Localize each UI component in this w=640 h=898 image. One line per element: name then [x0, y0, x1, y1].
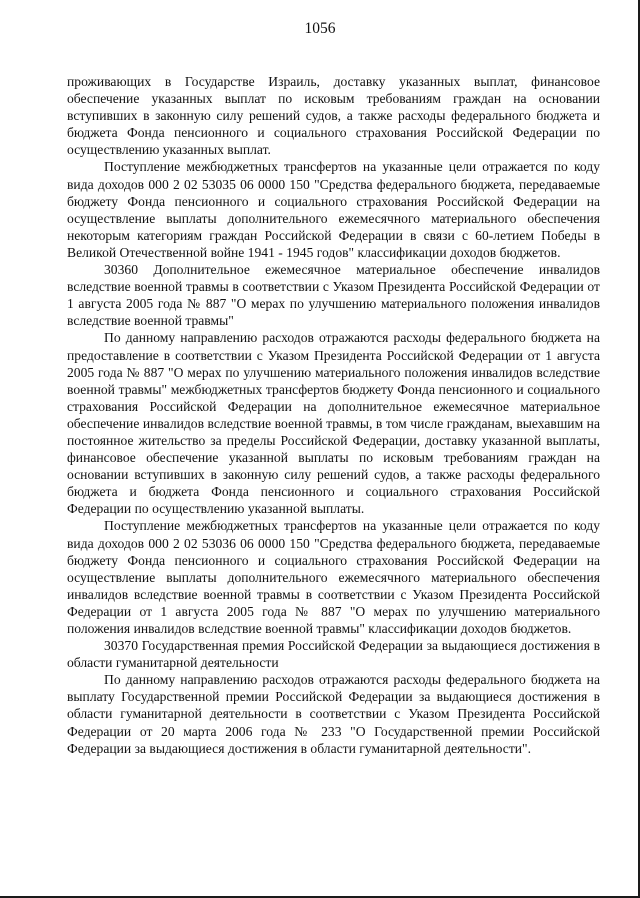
- paragraph-expenses-30360: По данному направлению расходов отражаются расходы федерального бюджета на предоставление в соответствии с Указом Президента Российской Федерации от 1 августа 2005 года № 887 "О мерах по улучшению материального положения инвалидов вследствие военной травмы" межбюджетных трансфертов бюджету Фонда пенсионного и социального страхования Российской Федерации на дополнительное ежемесячное материальное обеспечение инвалидов вследствие военной травмы, в том числе гражданам, выехавшим на постоянное жительство за пределы Российской Федерации, доставку указанной выплаты, финансовое обеспечение указанной выплаты по исковым требованиям граждан на основании вступивших в законную силу решений судов, а также расходы федерального бюджета и бюджета Фонда пенсионного и социального страхования Российской Федерации по осуществлению указанной выплаты.: [67, 330, 600, 517]
- paragraph-continuation: проживающих в Государстве Израиль, доставку указанных выплат, финансовое обеспечение указанных выплат по исковым требованиям граждан на основании вступивших в законную силу решений судов, а также расходы федерального бюджета и бюджета Фонда пенсионного и социального страхования Российской Федерации по осуществлению указанных выплат.: [67, 74, 600, 158]
- section-heading-30360: 30360 Дополнительное ежемесячное материальное обеспечение инвалидов вследствие военной травмы в соответствии с Указом Президента Российской Федерации от 1 августа 2005 года № 887 "О мерах по улучшению материального положения инвалидов вследствие военной травмы": [67, 262, 600, 329]
- paragraph-income-code-53035: Поступление межбюджетных трансфертов на указанные цели отражается по коду вида доходов 000 2 02 53035 06 0000 150 "Средства федерального бюджета, передаваемые бюджету Фонда пенсионного и социального страхования Российской Федерации на осуществление выплаты дополнительного ежемесячного материального обеспечения некоторым категориям граждан Российской Федерации в связи с 60-летием Победы в Великой Отечественной войне 1941 - 1945 годов" классификации доходов бюджетов.: [67, 159, 600, 260]
- page-number: 1056: [304, 20, 336, 37]
- document-body: [67, 73, 600, 757]
- paragraph-expenses-30370: По данному направлению расходов отражаются расходы федерального бюджета на выплату Государственной премии Российской Федерации за выдающиеся достижения в области гуманитарной деятельности в соответствии с Указом Президента Российской Федерации от 20 марта 2006 года № 233 "О Государственной премии Российской Федерации за выдающиеся достижения в области гуманитарной деятельности".: [67, 672, 600, 756]
- section-heading-30370: 30370 Государственная премия Российской Федерации за выдающиеся достижения в области гуманитарной деятельности: [67, 638, 600, 671]
- paragraph-income-code-53036: Поступление межбюджетных трансфертов на указанные цели отражается по коду вида доходов 000 2 02 53036 06 0000 150 "Средства федерального бюджета, передаваемые бюджету Фонда пенсионного и социального страхования Российской Федерации на осуществление выплаты дополнительного ежемесячного материального обеспечения инвалидов вследствие военной травмы в соответствии с Указом Президента Российской Федерации от 1 августа 2005 года № 887 "О мерах по улучшению материального положения инвалидов вследствие военной травмы" классификации доходов бюджетов.: [67, 518, 600, 636]
